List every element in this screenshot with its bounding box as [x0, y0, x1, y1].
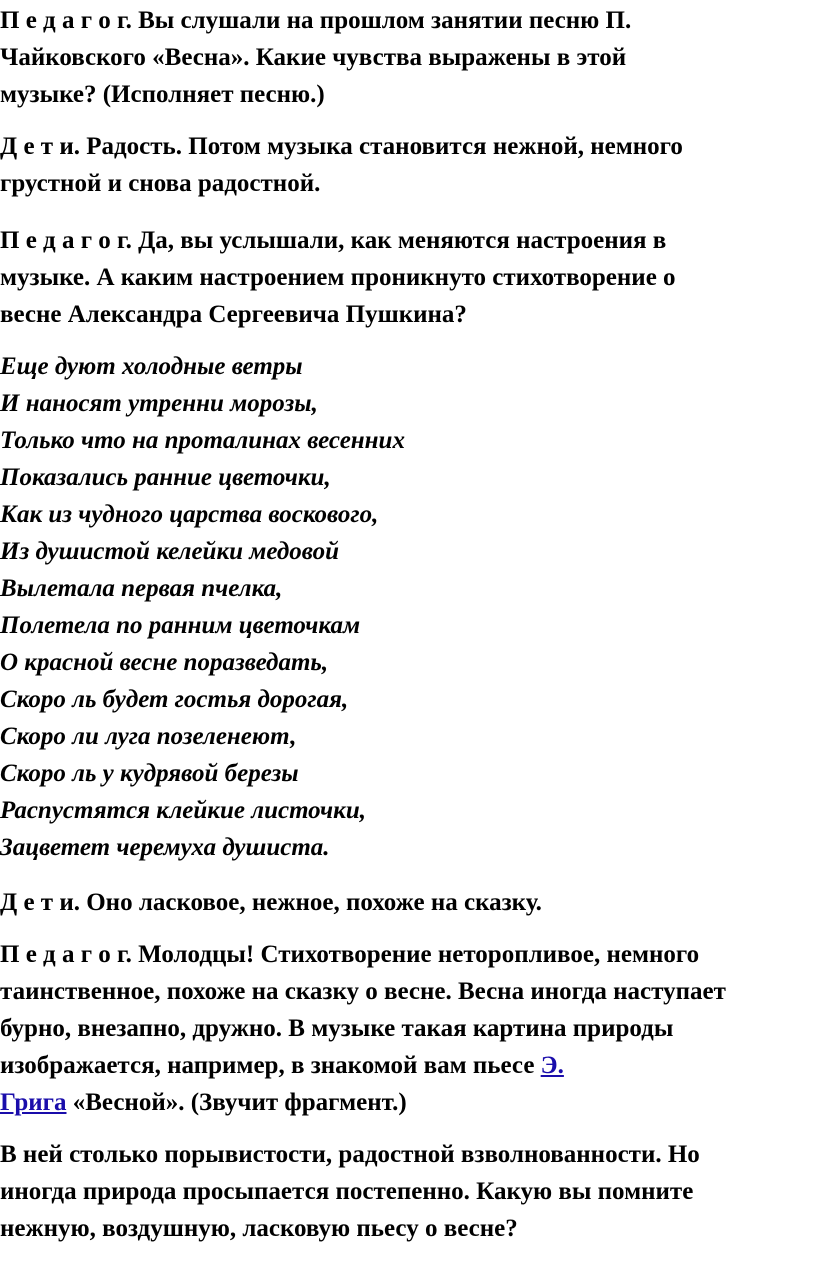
speaker-label: П е д а г о г.: [0, 227, 132, 254]
paragraph-line: [0, 128, 816, 165]
speaker-label: Д е т и.: [0, 133, 80, 160]
paragraph-text: изображается, например, в знакомой вам пьесе: [0, 1052, 541, 1079]
poem-line: Только что на проталинах весенних: [0, 427, 405, 454]
paragraph-line: В ней столько порывистости, радостной взволнованности. Но: [0, 1141, 700, 1168]
paragraph-line: таинственное, похоже на сказку о весне. Весна иногда наступает: [0, 978, 726, 1005]
poem-line: Из душистой келейки медовой: [0, 538, 340, 565]
paragraph-text: Оно ласковое, нежное, похоже на сказку.: [79, 889, 542, 916]
paragraph-line: Чайковского «Весна». Какие чувства выражены в этой: [0, 44, 627, 71]
paragraph-text: Да, вы услышали, как меняются настроения в: [131, 227, 667, 254]
poem-line: Скоро ль будет гостья дорогая,: [0, 686, 349, 713]
paragraph-continuation: [0, 1136, 816, 1247]
paragraph-text: Радость. Потом музыка становится нежной, немного: [79, 133, 683, 160]
poem-line: Показались ранние цветочки,: [0, 464, 331, 491]
paragraph-line: [0, 2, 816, 39]
poem-line: О красной весне поразведать,: [0, 649, 329, 676]
paragraph-line: грустной и снова радостной.: [0, 170, 321, 197]
poem-line: Как из чудного царства воскового,: [0, 501, 379, 528]
speaker-label: П е д а г о г.: [0, 7, 132, 34]
paragraph-line: бурно, внезапно, дружно. В музыке такая картина природы: [0, 1015, 674, 1042]
paragraph-children-2: [0, 884, 816, 921]
paragraph-line: весне Александра Сергеевича Пушкина?: [0, 301, 467, 328]
paragraph-teacher-2: [0, 222, 816, 333]
paragraph-line: [0, 1047, 816, 1084]
grieg-link[interactable]: Грига: [0, 1089, 67, 1116]
paragraph-line: музыке? (Исполняет песню.): [0, 81, 325, 108]
paragraph-children-1: [0, 128, 816, 202]
poem-line: Распустятся клейкие листочки,: [0, 797, 366, 824]
paragraph-line: иногда природа просыпается постепенно. Какую вы помните: [0, 1178, 694, 1205]
poem-line: Еще дуют холодные ветры: [0, 353, 303, 380]
poem: [0, 348, 816, 866]
speaker-label: Д е т и.: [0, 889, 80, 916]
paragraph-line: [0, 1084, 816, 1121]
paragraph-line: нежную, воздушную, ласковую пьесу о весне?: [0, 1215, 518, 1242]
paragraph-text: Вы слушали на прошлом занятии песню П.: [131, 7, 632, 34]
paragraph-line: музыке. А каким настроением проникнуто стихотворение о: [0, 264, 676, 291]
paragraph-line: [0, 936, 816, 973]
poem-line: Скоро ль у кудрявой березы: [0, 760, 299, 787]
paragraph-line: [0, 884, 816, 921]
speaker-label: П е д а г о г.: [0, 941, 132, 968]
paragraph-text: «Весной». (Звучит фрагмент.): [66, 1089, 407, 1116]
poem-line: Полетела по ранним цветочкам: [0, 612, 361, 639]
poem-line: Вылетала первая пчелка,: [0, 575, 283, 602]
poem-line: Зацветет черемуха душиста.: [0, 834, 330, 861]
paragraph-teacher-3: [0, 936, 816, 1121]
poem-line: И наносят утренни морозы,: [0, 390, 318, 417]
poem-line: Скоро ли луга позеленеют,: [0, 723, 297, 750]
paragraph-teacher-1: [0, 2, 816, 113]
paragraph-text: Молодцы! Стихотворение неторопливое, немного: [131, 941, 700, 968]
paragraph-line: [0, 222, 816, 259]
grieg-link[interactable]: Э.: [540, 1052, 564, 1079]
